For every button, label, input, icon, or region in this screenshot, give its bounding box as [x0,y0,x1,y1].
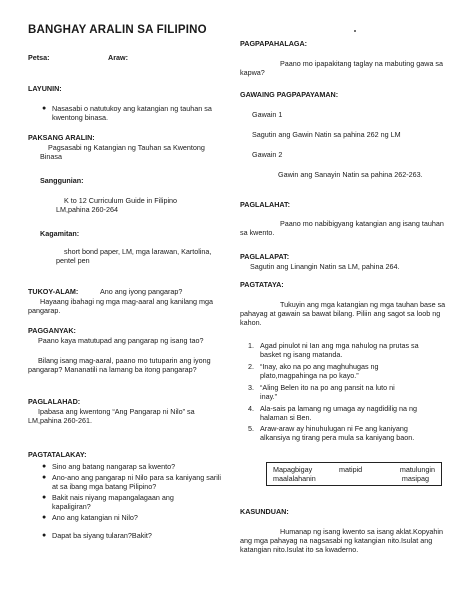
paglalahad-text: Ipabasa ang kwentong “Ang Pangarap ni Nilo” sa LM,pahina 260-261. [28,407,195,425]
pagtataya-item: 5. Araw-araw ay hinuhulugan ni Fe ang kaniyang alkansiya ng tirang pera mula sa kaniyang baon. [248,424,415,442]
pagtatalakay-item: ● Sino ang batang nangarap sa kwento? [42,462,176,471]
paglalahat-text: Paano mo nabibigyang katangian ang isang tauhan sa kwento. [240,219,444,237]
kasunduan-heading: KASUNDUAN: [240,507,289,516]
pagganyak-text-2: Bilang isang mag-aaral, paano mo tutuparin ang iyong pangarap? Mananatili na lamang ba itong pangarap? [28,356,211,374]
tukoy-alam-heading: TUKOY-ALAM: [28,287,79,296]
pagpapahalaga-heading: PAGPAPAHALAGA: [240,39,308,48]
pagtatalakay-item: ● Dapat ba siyang tularan?Bakit? [42,531,152,540]
pagtatalakay-item: ● Bakit nais niyang mapangalagaan ang kapaligiran? [42,493,174,511]
choice-matulungin: matulungin [399,465,435,474]
pagtataya-item: 3. “Aling Belen ito na po ang pansit na luto ni inay.” [248,383,395,401]
pagtataya-item: 1. Agad pinulot ni Ian ang mga nahulog na prutas sa basket ng isang matanda. [248,341,419,359]
paksang-aralin-text: Pagsasabi ng Katangian ng Tauhan sa Kwentong Binasa [40,143,205,161]
bullet-icon: ● [42,474,47,481]
bullet-icon: ● [42,494,47,501]
bullet-icon: ● [42,532,47,539]
layunin-heading: LAYUNIN: [28,84,62,93]
pagtatalakay-item: ● Ano-ano ang pangarap ni Nilo para sa kaniyang sarili at sa ibang mga batang Pilipino? [42,473,222,491]
sanggunian-text: K to 12 Curriculum Guide in Filipino LM,pahina 260-264 [56,196,178,214]
kagamitan-text: short bond paper, LM, mga larawan, Kartolina, pentel pen [56,247,212,265]
page-title: BANGHAY ARALIN SA FILIPINO [28,24,207,36]
pagganyak-heading: PAGGANYAK: [28,326,76,335]
answer-choices-box [266,462,442,486]
bullet-icon: ● [42,463,47,470]
stray-mark [354,30,356,32]
gawaing-heading: GAWAING PAGPAPAYAMAN: [240,90,339,99]
paglalapat-heading: PAGLALAPAT: [240,252,290,261]
choice-mapagbigay: Mapagbigay [273,465,313,474]
araw-label: Araw: [108,53,128,62]
tukoy-alam-question: Ano ang iyong pangarap? [100,287,183,296]
paksang-aralin-heading: PAKSANG ARALIN: [28,133,95,142]
gawain-1-text: Sagutin ang Gawin Natin sa pahina 262 ng LM [252,130,401,139]
paglalapat-text: Sagutin ang Linangin Natin sa LM, pahina 264. [250,262,400,271]
choice-maalalahanin: maalalahanin [273,474,316,483]
tukoy-alam-text: Hayaang ibahagi ng mga mag-aaral ang kanilang mga pangarap. [28,297,214,315]
pagtatalakay-item: ● Ano ang katangian ni Nilo? [42,513,138,522]
choice-matipid: matipid [339,465,363,474]
pagtataya-item: 2. “Inay, ako na po ang maghuhugas ng plato,magpahinga na po kayo.” [248,362,379,380]
pagganyak-text-1: Paano kaya matutupad ang pangarap ng isang tao? [38,336,204,345]
choice-masipag: masipag [401,474,429,483]
pagtataya-item: 4. Ala-sais pa lamang ng umaga ay nagdidilig na ng halaman si Ben. [248,404,418,422]
pagtatalakay-heading: PAGTATALAKAY: [28,450,87,459]
paglalahad-heading: PAGLALAHAD: [28,397,81,406]
pagtataya-intro: Tukuyin ang mga katangian ng mga tauhan base sa pahayag at gawain sa bawat bilang. Piliin ang sagot sa loob ng kahon. [240,300,446,327]
petsa-label: Petsa: [28,53,50,62]
layunin-item [42,104,220,122]
bullet-icon: ● [42,514,47,521]
kagamitan-heading: Kagamitan: [40,229,80,238]
layunin-item-text: Nasasabi o natutukoy ang katangian ng tauhan sa kwentong binasa. [52,104,212,122]
paglalahat-heading: PAGLALAHAT: [240,200,291,209]
gawain-2-label: Gawain 2 [252,150,283,159]
pagpapahalaga-text: Paano mo ipapakitang taglay na mabuting gawa sa kapwa? [240,59,444,77]
sanggunian-heading: Sanggunian: [40,176,84,185]
kasunduan-text: Humanap ng isang kwento sa isang aklat.Kopyahin ang mga pahayag na nagsasabi ng katangian nito.Isulat ang katangian nito.Isulat ito sa kwaderno. [240,527,444,554]
gawain-2-text: Gawin ang Sanayin Natin sa pahina 262-263. [278,170,423,179]
gawain-1-label: Gawain 1 [252,110,283,119]
bullet-icon: ● [42,105,47,112]
pagtataya-heading: PAGTATAYA: [240,280,284,289]
